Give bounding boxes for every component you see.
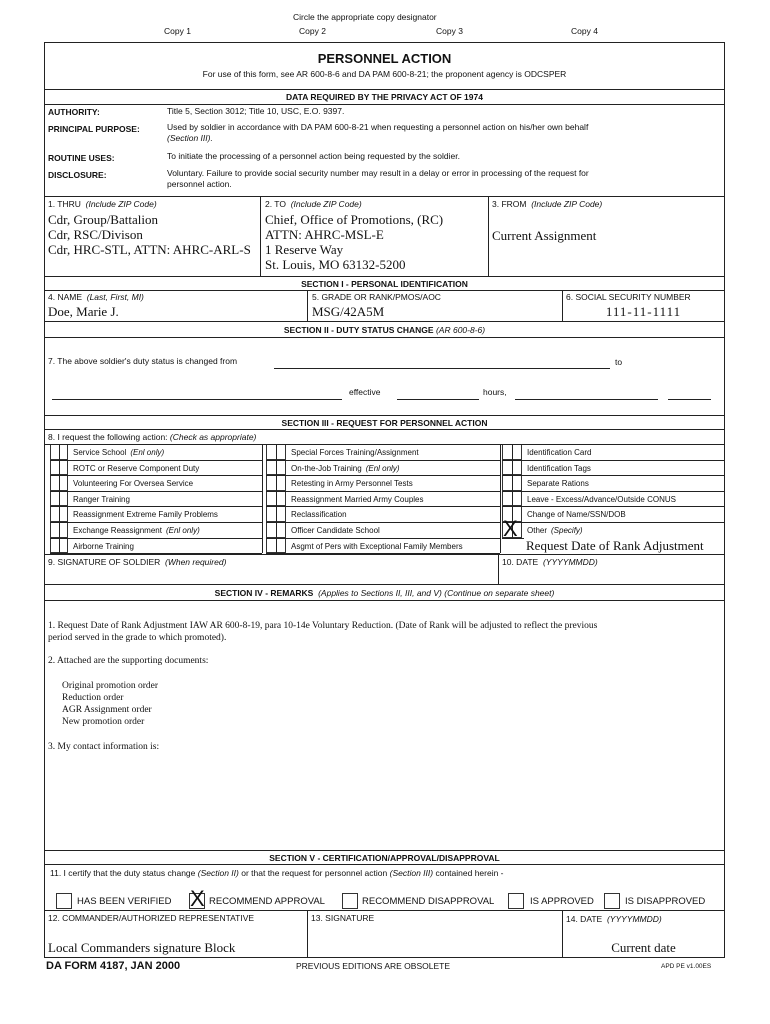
hours-field[interactable] — [515, 399, 658, 400]
effective-date-field[interactable] — [397, 399, 479, 400]
is-approved-label: IS APPROVED — [530, 896, 594, 907]
copy-4[interactable]: Copy 4 — [571, 26, 598, 36]
name-label: 4. NAME (Last, First, MI) — [48, 292, 144, 302]
col2-item-4: Reassignment Married Army Couples — [291, 494, 424, 504]
section4-heading: SECTION IV - REMARKS (Applies to Sections II, III, and V) (Continue on separate sheet) — [214, 588, 555, 598]
copy-3[interactable]: Copy 3 — [436, 26, 463, 36]
has-been-verified-checkbox[interactable] — [56, 893, 72, 909]
other-check-mark: X — [503, 516, 518, 541]
col2-item-2: On-the-Job Training (Enl only) — [291, 463, 400, 473]
section3-heading: SECTION III - REQUEST FOR PERSONNEL ACTION — [281, 418, 488, 428]
remarks-body[interactable]: 1. Request Date of Rank Adjustment IAW AR 600-8-19, para 10-14e Voluntary Reduction. (Date of Rank will be adjusted to reflect the previous period served in the grade to which promoted). 2. Attached are the supporting documents: Original promotion order Reduction order AGR Assignment order New promotion order 3. My contact information is: — [48, 621, 598, 752]
col1-item-7: Airborne Training — [73, 541, 134, 551]
from-label: 3. FROM (Include ZIP Code) — [492, 199, 603, 209]
duty-to-field[interactable] — [52, 399, 342, 400]
is-disapproved-label: IS DISAPPROVED — [625, 896, 706, 907]
form-title: PERSONNEL ACTION — [317, 51, 452, 66]
grade-value[interactable]: MSG/42A5M — [312, 304, 385, 319]
approver-signature-label: 13. SIGNATURE — [311, 913, 375, 923]
purpose-text-2: (Section III). — [167, 133, 213, 143]
copy-2[interactable]: Copy 2 — [299, 26, 326, 36]
duty-from-field[interactable] — [274, 368, 610, 369]
disclosure-label: DISCLOSURE: — [48, 170, 107, 180]
soldier-signature-label: 9. SIGNATURE OF SOLDIER (When required) — [48, 557, 227, 567]
certify-text: 11. I certify that the duty status change (Section II) or that the request for personnel action (Section III) contained herein - — [50, 868, 504, 878]
privacy-heading: DATA REQUIRED BY THE PRIVACY ACT OF 1974 — [286, 92, 483, 102]
ssn-label: 6. SOCIAL SECURITY NUMBER — [566, 292, 691, 302]
col3-item-1: Identification Card — [527, 448, 592, 457]
disclosure-text-2: personnel action. — [167, 179, 232, 189]
col1-item-5: Reassignment Extreme Family Problems — [73, 510, 218, 520]
to-address[interactable]: Chief, Office of Promotions, (RC) ATTN: AHRC-MSL-E 1 Reserve Way St. Louis, MO 63132-5200 — [265, 212, 444, 272]
col2-item-7: Asgmt of Pers with Exceptional Family Members — [291, 541, 463, 551]
disclosure-text-1: Voluntary. Failure to provide social security number may result in a delay or error in processing of the request for — [167, 168, 589, 178]
recommend-approval-label: RECOMMEND APPROVAL — [209, 896, 325, 907]
col3-item-3: Separate Rations — [527, 479, 589, 489]
col2-item-5: Reclassification — [291, 510, 347, 520]
commander-value[interactable]: Local Commanders signature Block — [48, 940, 236, 955]
routine-text: To initiate the processing of a personnel action being requested by the soldier. — [167, 151, 460, 161]
authority-text: Title 5, Section 3012; Title 10, USC, E.O. 9397. — [167, 106, 345, 116]
hours-word: hours, — [483, 387, 507, 397]
to-label: 2. TO (Include ZIP Code) — [265, 199, 362, 209]
other-specify-value[interactable]: Request Date of Rank Adjustment — [526, 538, 704, 553]
obsolete-notice: PREVIOUS EDITIONS ARE OBSOLETE — [296, 961, 450, 971]
copy-1[interactable]: Copy 1 — [164, 26, 191, 36]
routine-label: ROUTINE USES: — [48, 153, 115, 163]
col1-item-4: Ranger Training — [73, 494, 130, 504]
thru-label: 1. THRU (Include ZIP Code) — [48, 199, 157, 209]
to-word: to — [615, 357, 623, 367]
approver-date-label: 14. DATE (YYYYMMDD) — [566, 914, 662, 924]
ssn-value[interactable]: 111-11-1111 — [605, 304, 682, 319]
col1-item-1: Service School (Enl only) — [73, 448, 165, 457]
is-approved-checkbox[interactable] — [508, 893, 524, 909]
form-subtitle: For use of this form, see AR 600-8-6 and DA PAM 600-8-21; the proponent agency is ODCSPER — [202, 69, 567, 79]
purpose-text-1: Used by soldier in accordance with DA PAM 600-8-21 when requesting a personnel action on his/her own behalf — [167, 122, 589, 132]
recommend-disapproval-checkbox[interactable] — [342, 893, 358, 909]
col2-item-1: Special Forces Training/Assignment — [291, 448, 419, 457]
thru-address[interactable]: Cdr, Group/Battalion Cdr, RSC/Divison Cdr, HRC-STL, ATTN: AHRC-ARL-S — [48, 212, 251, 257]
extra-field[interactable] — [668, 399, 711, 400]
section2-heading: SECTION II - DUTY STATUS CHANGE (AR 600-8-6) — [283, 325, 486, 335]
col3-item-6: Other (Specify) — [527, 526, 583, 535]
name-value[interactable]: Doe, Marie J. — [48, 304, 119, 319]
grade-label: 5. GRADE OR RANK/PMOS/AOC — [312, 292, 441, 302]
commander-label: 12. COMMANDER/AUTHORIZED REPRESENTATIVE — [48, 913, 255, 923]
is-disapproved-checkbox[interactable] — [604, 893, 620, 909]
soldier-date-label: 10. DATE (YYYYMMDD) — [502, 557, 598, 567]
col1-item-2: ROTC or Reserve Component Duty — [73, 463, 200, 473]
duty-status-text: 7. The above soldier's duty status is changed from — [48, 356, 238, 366]
approver-date-value[interactable]: Current date — [611, 940, 676, 955]
has-been-verified-label: HAS BEEN VERIFIED — [77, 896, 172, 907]
col1-item-3: Volunteering For Oversea Service — [73, 479, 194, 489]
col3-item-5: Change of Name/SSN/DOB — [527, 510, 626, 520]
from-value[interactable]: Current Assignment — [492, 228, 597, 243]
col3-item-2: Identification Tags — [527, 463, 591, 473]
effective-word: effective — [349, 387, 381, 397]
request-label: 8. I request the following action: (Check as appropriate) — [48, 432, 257, 442]
authority-label: AUTHORITY: — [48, 107, 100, 117]
purpose-label: PRINCIPAL PURPOSE: — [48, 124, 140, 134]
col2-item-3: Retesting in Army Personnel Tests — [291, 479, 413, 489]
circle-instruction: Circle the appropriate copy designator — [293, 12, 437, 22]
section1-heading: SECTION I - PERSONAL IDENTIFICATION — [301, 279, 468, 289]
recommend-approval-check-mark: X — [190, 886, 205, 911]
col3-item-4: Leave - Excess/Advance/Outside CONUS — [527, 494, 676, 504]
form-id: DA FORM 4187, JAN 2000 — [46, 960, 181, 972]
recommend-disapproval-label: RECOMMEND DISAPPROVAL — [362, 896, 495, 907]
col1-item-6: Exchange Reassignment (Enl only) — [73, 526, 200, 535]
form-version: APD PE v1.00ES — [661, 963, 712, 970]
section5-heading: SECTION V - CERTIFICATION/APPROVAL/DISAPPROVAL — [269, 853, 500, 863]
col2-item-6: Officer Candidate School — [291, 526, 380, 535]
